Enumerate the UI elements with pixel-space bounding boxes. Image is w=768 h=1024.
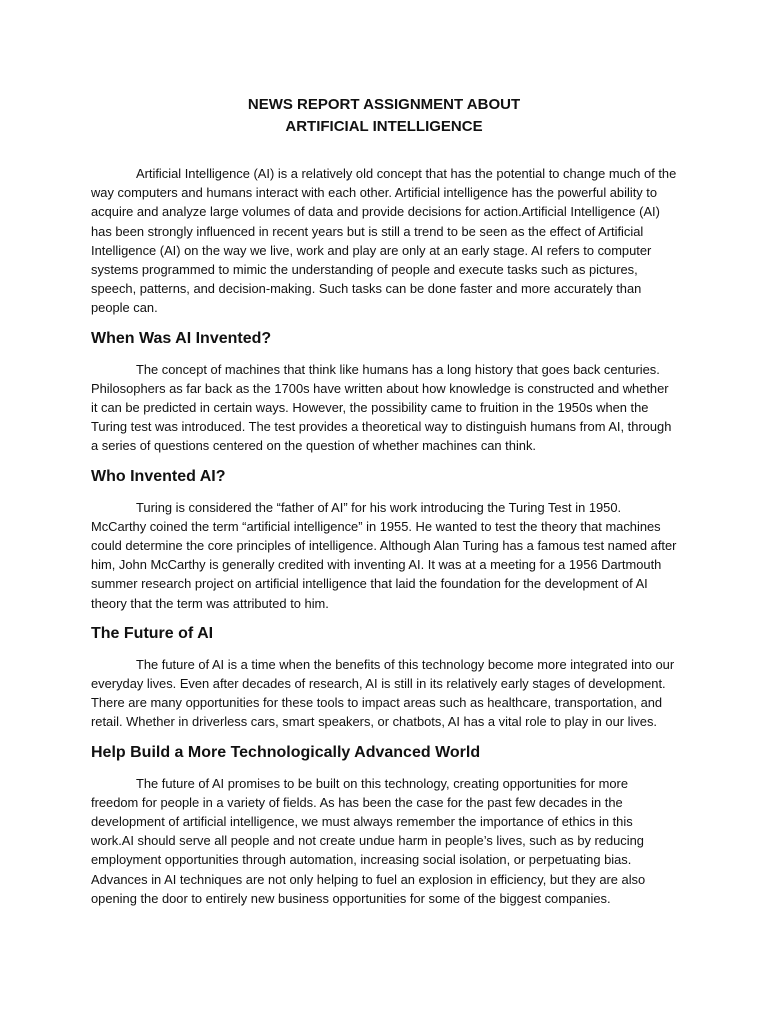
section-heading-help-build: Help Build a More Technologically Advanced World xyxy=(91,743,481,761)
document-title xyxy=(91,94,677,138)
section-paragraph-who-invented: Turing is considered the “father of AI” for his work introducing the Turing Test in 1950. McCarthy coined the term “artificial intelligence” in 1955. He wanted to test the theory that machines could determine the core principles of intelligence. Although Alan Turing has a famous test named after him, John McCarthy is generally credited with inventing AI. It was at a meeting for a 1956 Dartmouth summer research project on artificial intelligence that laid the foundation for the development of AI theory that the term was attributed to him. xyxy=(91,499,677,611)
section-paragraph-when-invented: The concept of machines that think like humans has a long history that goes back centuries. Philosophers as far back as the 1700s have written about how knowledge is constructed and whether it can be predicted in certain ways. However, the possibility came to fruition in the 1950s when the Turing test was introduced. The test provides a theoretical way to distinguish humans from AI, through a series of questions centered on the question of whether machines can think. xyxy=(91,361,672,454)
section-paragraph-help-build: The future of AI promises to be built on this technology, creating opportunities for more freedom for people in a variety of fields. As has been the case for the past few decades in the development of artificial intelligence, we must always remember the importance of ethics in this work.AI should serve all people and not create undue harm in people’s lives, such as by reducing employment opportunities through automation, increasing social isolation, or perpetuating bias. Advances in AI techniques are not only helping to fuel an explosion in efficiency, but they are also opening the door to entirely new business opportunities for some of the biggest companies. xyxy=(91,775,646,906)
section-heading-future: The Future of AI xyxy=(91,624,214,642)
title-line-1: NEWS REPORT ASSIGNMENT ABOUT xyxy=(247,96,521,113)
title-line-2: ARTIFICIAL INTELLIGENCE xyxy=(285,118,483,135)
section-paragraph-future: The future of AI is a time when the benefits of this technology become more integrated into our everyday lives. Even after decades of research, AI is still in its relatively early stages of development. There are many opportunities for these tools to impact areas such as healthcare, transportation, and retail. Whether in driverless cars, smart speakers, or chatbots, AI has a vital role to play in our lives. xyxy=(91,656,675,730)
intro-paragraph: Artificial Intelligence (AI) is a relatively old concept that has the potential to change much of the way computers and humans interact with each other. Artificial intelligence has the powerful ability to acquire and analyze large volumes of data and provide decisions for action.Artificial Intelligence (AI) has been strongly influenced in recent years but is still a trend to be seen as the effect of Artificial Intelligence (AI) on the way we live, work and play are only at an early stage. AI refers to computer systems programmed to mimic the understanding of people and execute tasks such as pictures, speech, patterns, and decision-making. Such tasks can be done faster and more accurately than people can. xyxy=(91,166,677,316)
section-heading-who-invented: Who Invented AI? xyxy=(91,467,226,485)
document-page xyxy=(91,94,677,908)
section-heading-when-invented: When Was AI Invented? xyxy=(91,329,272,347)
